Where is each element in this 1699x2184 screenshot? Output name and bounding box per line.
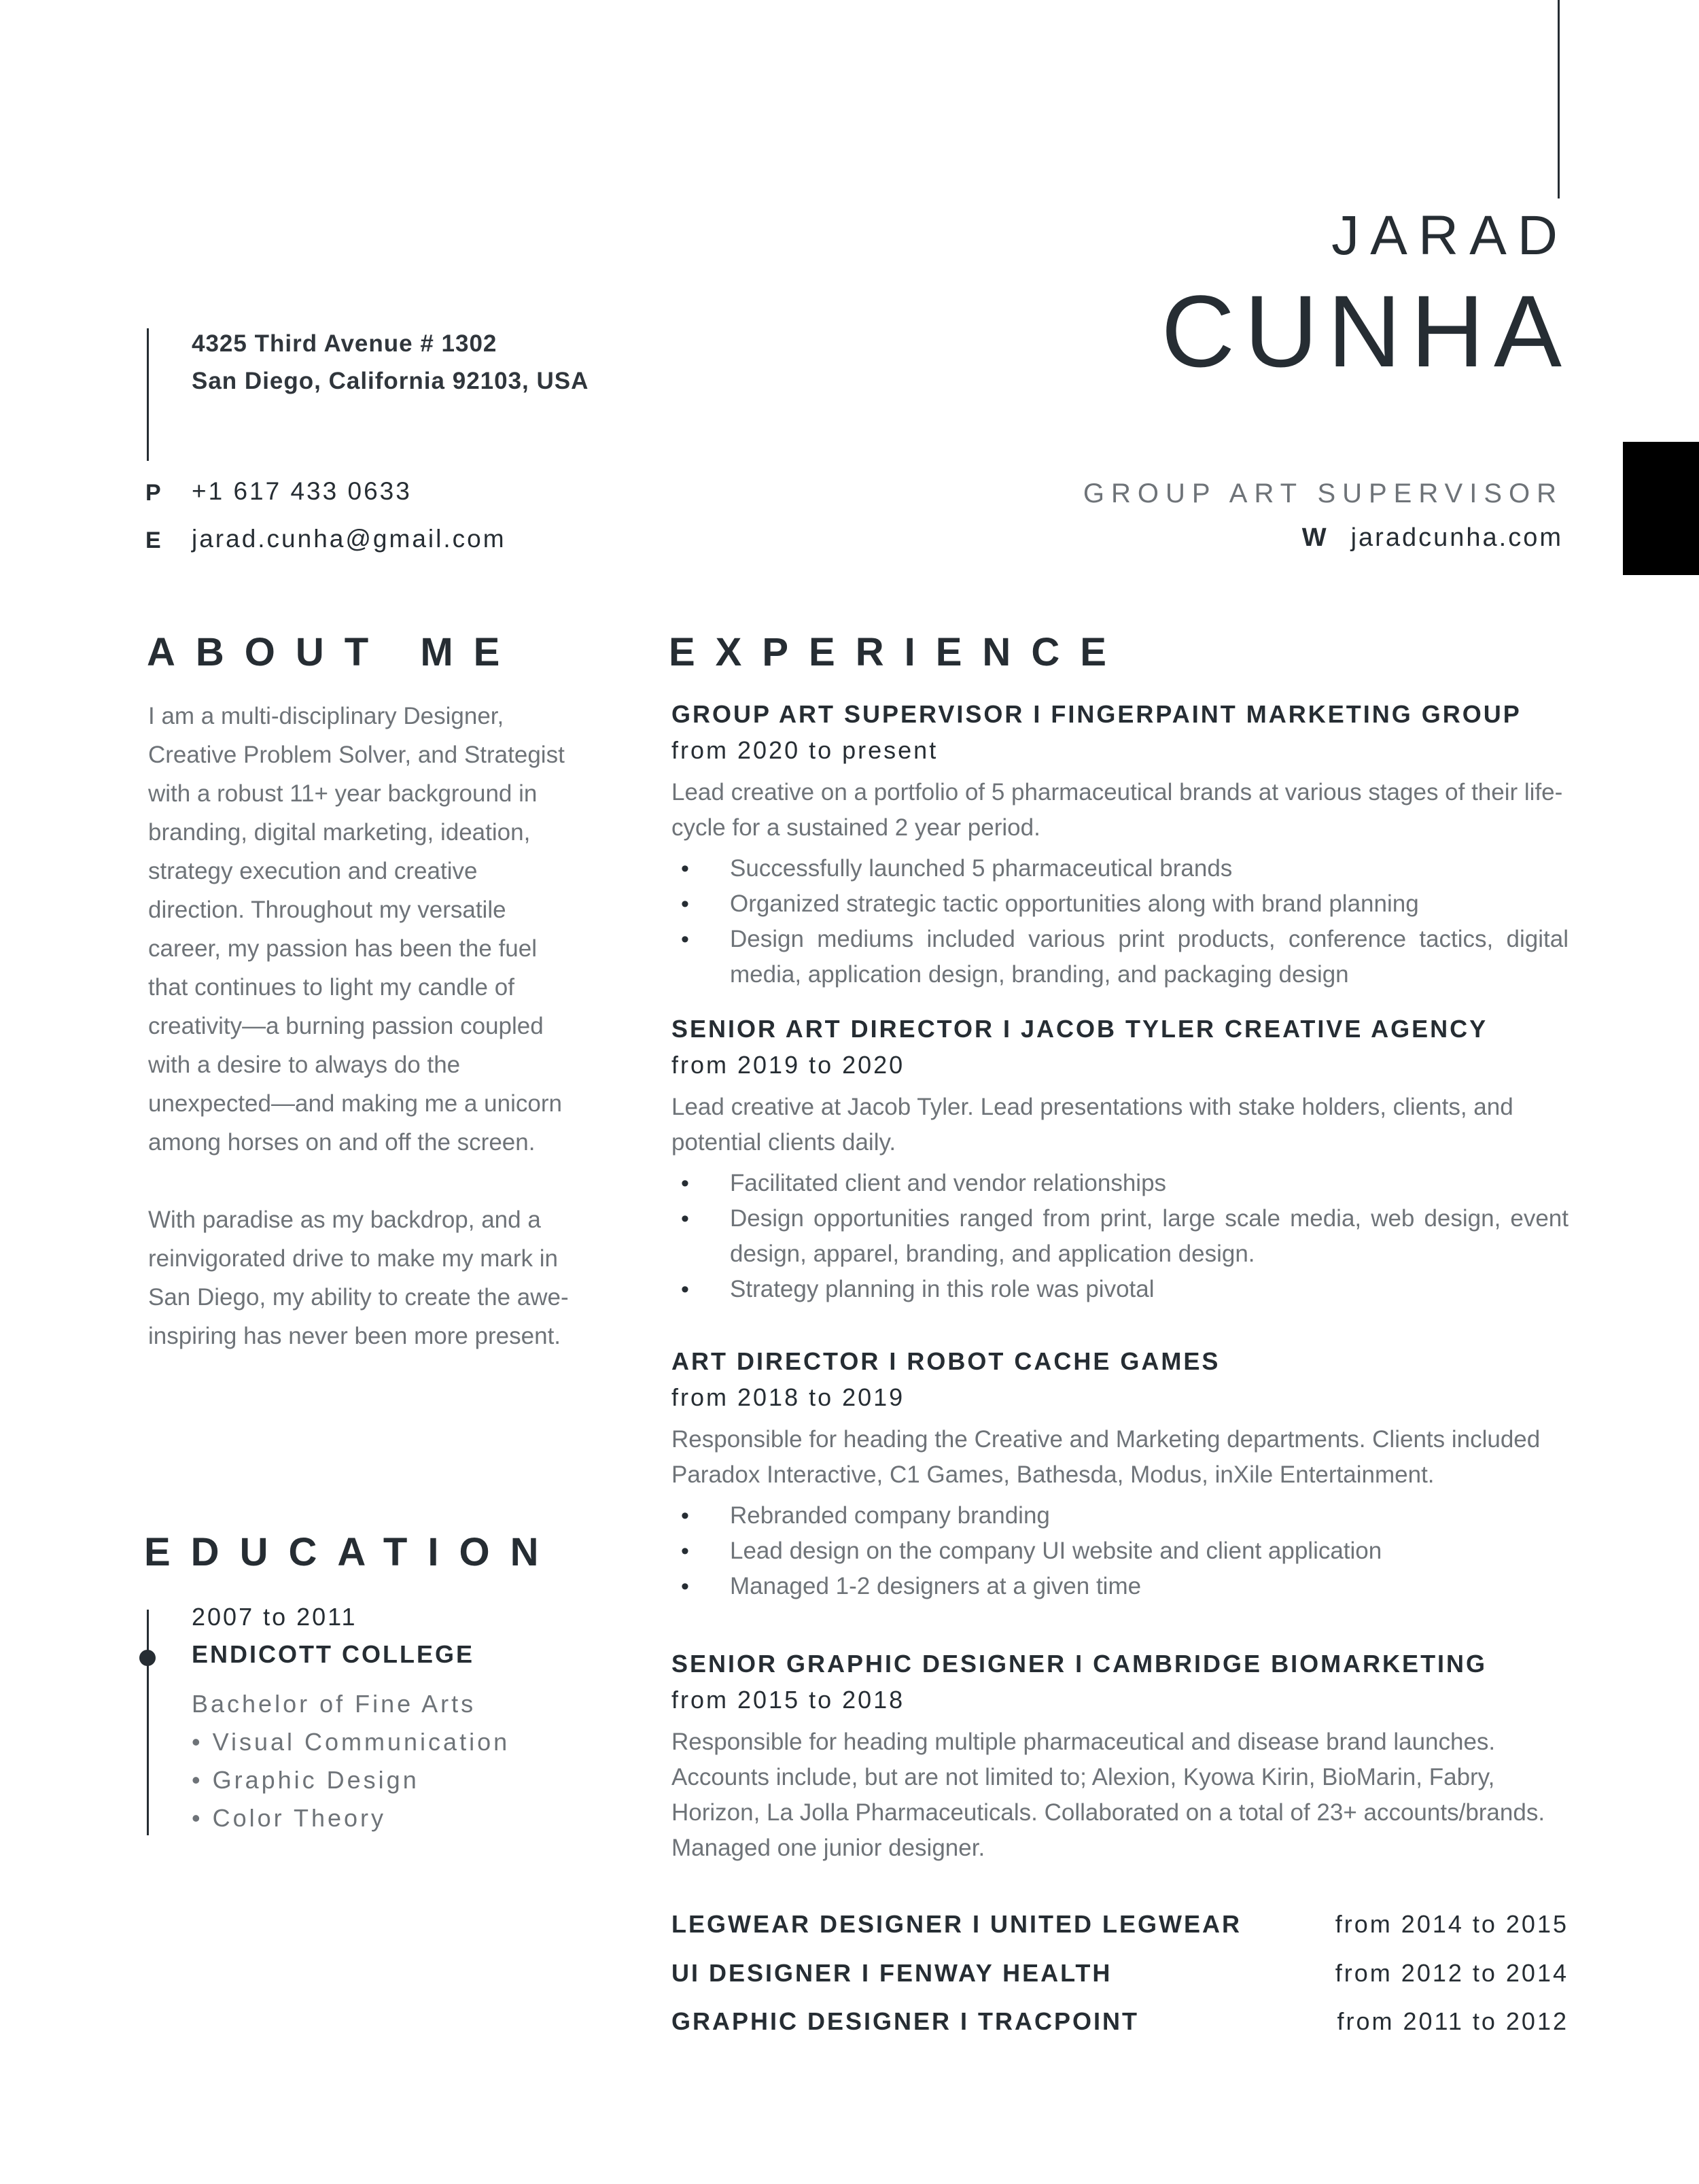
email-key: E <box>145 527 161 553</box>
job-dates: from 2020 to present <box>671 736 939 764</box>
job-dates: from 2018 to 2019 <box>671 1383 905 1411</box>
job-dates: from 2015 to 2018 <box>671 1686 905 1714</box>
job-title: GROUP ART SUPERVISOR I FINGERPAINT MARKETING GROUP <box>671 700 1522 728</box>
job-bullet: • Design mediums included various print products, conference tactics, digital media, application design, branding, and packaging design <box>671 922 1569 992</box>
bullet-icon: • <box>681 1206 689 1232</box>
short-job-dates: from 2011 to 2012 <box>1337 2007 1569 2035</box>
education-focus-item: • Color Theory <box>192 1804 387 1832</box>
bullet-icon: • <box>681 891 689 917</box>
address-rule <box>147 328 149 461</box>
experience-heading: EXPERIENCE <box>669 630 1127 674</box>
short-job-dates: from 2012 to 2014 <box>1335 1959 1569 1987</box>
website-row <box>1302 523 1563 553</box>
about-heading: ABOUT ME <box>147 630 521 674</box>
job-bullet: • Strategy planning in this role was pivotal <box>671 1272 1569 1307</box>
short-job-row <box>671 1910 1569 1951</box>
bullet-icon: • <box>681 926 689 952</box>
job-title: ART DIRECTOR I ROBOT CACHE GAMES <box>671 1347 1221 1375</box>
email-address[interactable]: jarad.cunha@gmail.com <box>192 525 506 553</box>
short-job-row <box>671 2007 1569 2048</box>
side-tab-block <box>1623 442 1699 575</box>
job-description: Lead creative on a portfolio of 5 pharmaceutical brands at various stages of their life-cycle for a sustained 2 year period. <box>671 779 1563 841</box>
bullet-icon: • <box>681 1574 689 1599</box>
education-heading: EDUCATION <box>144 1530 559 1574</box>
job-bullet-list <box>671 851 1569 992</box>
education-school: ENDICOTT COLLEGE <box>192 1640 474 1668</box>
education-years: 2007 to 2011 <box>192 1603 357 1631</box>
bullet-icon: • <box>681 1538 689 1564</box>
job-dates: from 2019 to 2020 <box>671 1051 905 1079</box>
first-name: JARAD <box>1331 205 1569 266</box>
job-title: SENIOR ART DIRECTOR I JACOB TYLER CREATIVE AGENCY <box>671 1015 1488 1043</box>
short-job-title: LEGWEAR DESIGNER I UNITED LEGWEAR <box>671 1910 1242 1938</box>
job-bullet-list <box>671 1166 1569 1307</box>
bullet-icon: • <box>681 856 689 882</box>
education-degree: Bachelor of Fine Arts <box>192 1690 476 1718</box>
job-bullet: • Successfully launched 5 pharmaceutical brands <box>671 851 1569 886</box>
address-line-1: 4325 Third Avenue # 1302 <box>192 330 497 357</box>
education-dot <box>139 1650 156 1666</box>
job-description: Responsible for heading multiple pharmaceutical and disease brand launches. Accounts include, but are not limited to; Alexion, Kyowa Kirin, BioMarin, Fabry, Horizon, La Jolla Pharmaceuticals. Collaborated on a total of 23+ accounts/brands. Managed one junior designer. <box>671 1729 1545 1861</box>
job-bullet: • Design opportunities ranged from print, large scale media, web design, event design, apparel, branding, and application design. <box>671 1201 1569 1272</box>
job-entry <box>671 1646 1569 1866</box>
job-title: SENIOR GRAPHIC DESIGNER I CAMBRIDGE BIOMARKETING <box>671 1650 1488 1678</box>
website-link[interactable]: jaradcunha.com <box>1350 523 1563 552</box>
short-job-row <box>671 1959 1569 2000</box>
phone-key: P <box>145 480 161 506</box>
job-bullet: • Organized strategic tactic opportunities along with brand planning <box>671 886 1569 922</box>
bullet-icon: • <box>681 1277 689 1302</box>
website-key: W <box>1301 523 1327 552</box>
last-name: CUNHA <box>1161 274 1571 388</box>
about-paragraph-2: With paradise as my backdrop, and a reinvigorated drive to make my mark in San Diego, my ability to create the awe-inspiring has never been more present. <box>148 1207 569 1349</box>
job-bullet: • Lead design on the company UI website and client application <box>671 1533 1569 1569</box>
job-bullet-list <box>671 1498 1569 1604</box>
top-right-rule <box>1558 0 1560 198</box>
bullet-icon: • <box>681 1171 689 1196</box>
job-bullet: • Managed 1-2 designers at a given time <box>671 1569 1569 1604</box>
job-entry <box>671 1343 1569 1604</box>
about-text <box>148 697 570 1394</box>
short-job-dates: from 2014 to 2015 <box>1335 1910 1569 1938</box>
job-entry <box>671 696 1569 992</box>
short-job-title: GRAPHIC DESIGNER I TRACPOINT <box>671 2007 1140 2035</box>
education-rule <box>147 1610 149 1835</box>
job-title: GROUP ART SUPERVISOR <box>1083 479 1563 508</box>
phone-number: +1 617 433 0633 <box>192 477 412 505</box>
bullet-icon: • <box>681 1503 689 1529</box>
about-paragraph-1: I am a multi-disciplinary Designer, Creative Problem Solver, and Strategist with a robust 11+ year background in branding, digital marketing, ideation, strategy execution and creative direction. Throughout my versatile career, my passion has been the fuel that continues to light my candle of creativity—a burning passion coupled with a desire to always do the unexpected—and making me a unicorn among horses on and off the screen. <box>148 703 565 1156</box>
job-description: Lead creative at Jacob Tyler. Lead presentations with stake holders, clients, and potential clients daily. <box>671 1094 1513 1156</box>
job-bullet: • Facilitated client and vendor relationships <box>671 1166 1569 1201</box>
job-entry <box>671 1011 1569 1307</box>
job-bullet: • Rebranded company branding <box>671 1498 1569 1533</box>
address-line-2: San Diego, California 92103, USA <box>192 368 589 394</box>
short-job-title: UI DESIGNER I FENWAY HEALTH <box>671 1959 1113 1987</box>
education-focus-item: • Visual Communication <box>192 1728 510 1756</box>
job-description: Responsible for heading the Creative and Marketing departments. Clients included Paradox Interactive, C1 Games, Bathesda, Modus, inXile Entertainment. <box>671 1426 1541 1488</box>
education-focus-item: • Graphic Design <box>192 1766 419 1794</box>
